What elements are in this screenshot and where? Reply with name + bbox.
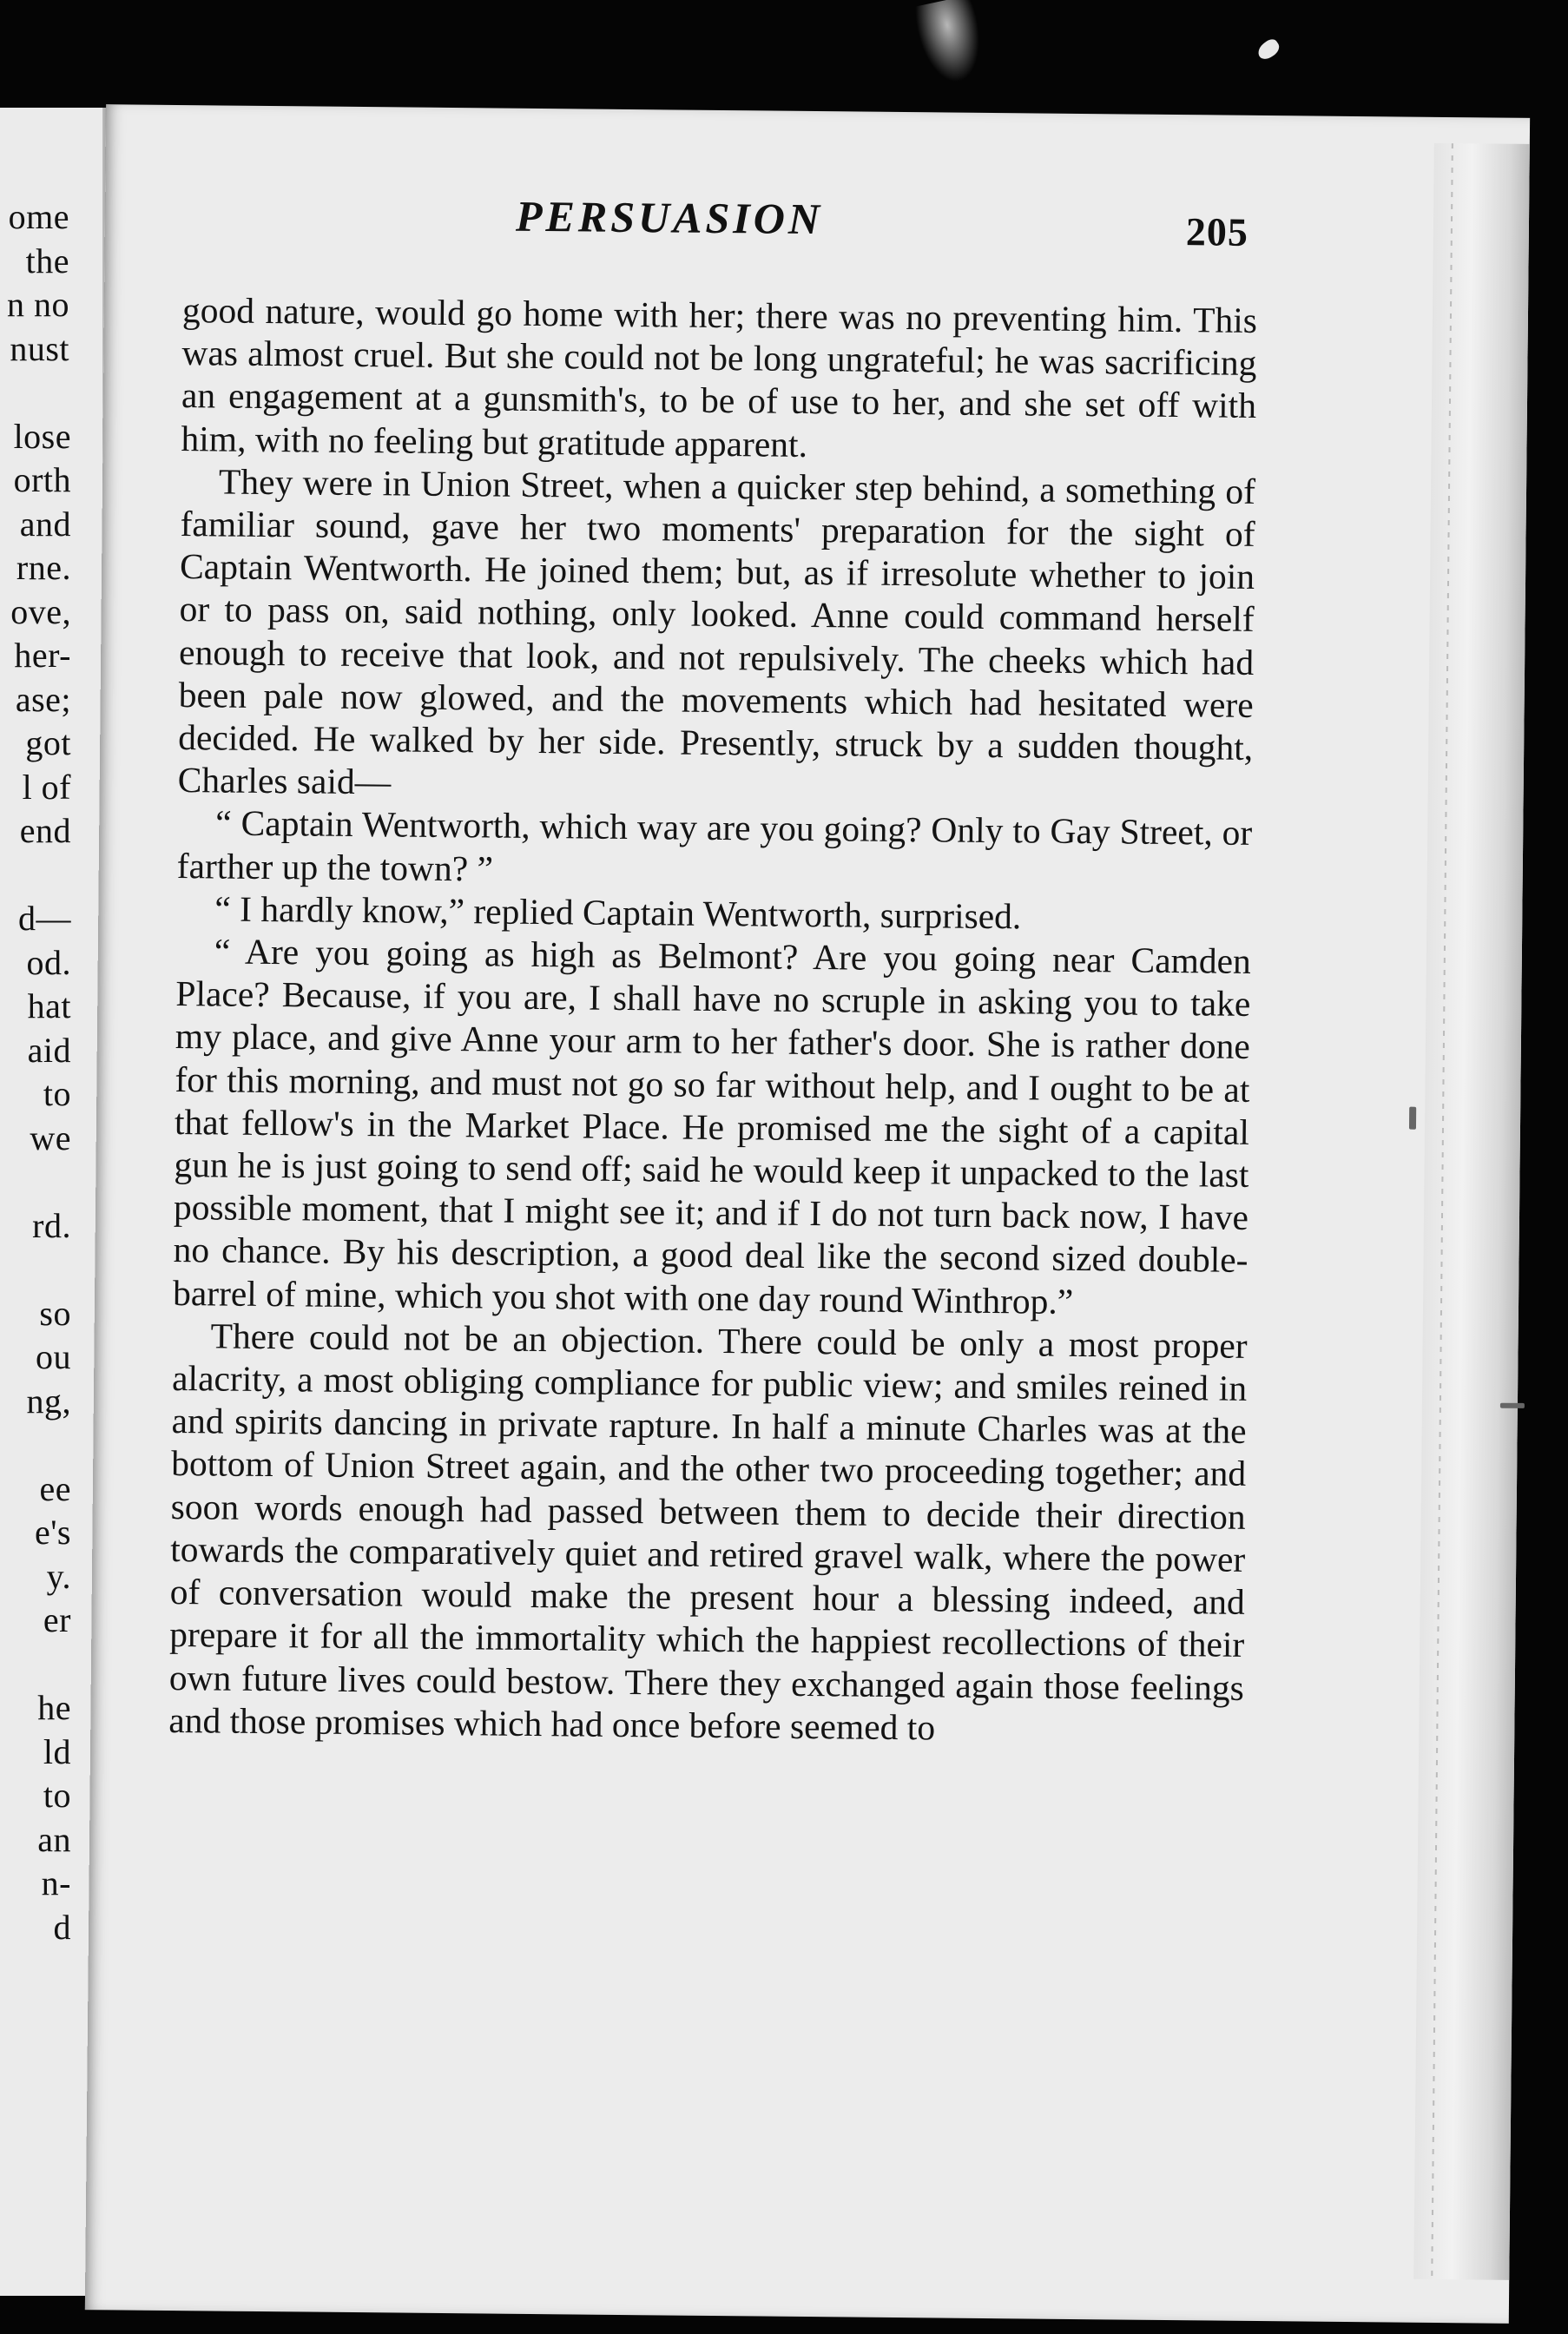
previous-page-line: ld [43, 1731, 71, 1771]
previous-page-line: ee [39, 1468, 71, 1508]
previous-page-line: got [25, 723, 71, 762]
previous-page-line: he [37, 1688, 71, 1727]
previous-page-line: er [43, 1600, 71, 1639]
light-glare [912, 0, 989, 88]
previous-page-line: ome [8, 197, 69, 236]
previous-page-line: and [19, 504, 71, 544]
running-head: PERSUASION [515, 191, 824, 244]
previous-page-line: the [25, 241, 69, 280]
paragraph: “ I hardly know,” replied Captain Wentworth, surprised. [214, 888, 1022, 937]
scan-fleck [1409, 1107, 1416, 1130]
previous-page-line: rd. [32, 1205, 71, 1245]
previous-page-line: end [19, 811, 71, 850]
paragraph: “ Captain Wentworth, which way are you going? Only to Gay Street, or farther up the town? ” [176, 802, 1253, 889]
previous-page-line: to [43, 1074, 71, 1113]
paragraph: They were in Union Street, when a quicker step behind, a something of familiar sound, gave her two moments' preparation for the sight of Captain Wentworth. He joined them; but, as if irresolute whether to join or to pass on, said nothing, only looked. Anne could command herself enough to receive that look, and not repulsively. The cheeks which had been pale now glowed, and the movements which had hesitated were decided. He walked by her side. Presently, struck by a sudden thought, Charles said— [177, 461, 1256, 802]
previous-page-line: orth [13, 460, 71, 499]
previous-page-line: od. [26, 942, 71, 982]
book-page [85, 104, 1530, 2324]
previous-page-line: ng, [26, 1381, 71, 1421]
previous-page-line: lose [13, 416, 71, 456]
scan-fleck [1500, 1403, 1525, 1408]
page-number: 205 [1185, 209, 1249, 254]
previous-page-line: so [39, 1293, 71, 1333]
paragraph: There could not be an objection. There could be only a most proper alacrity, a most obliging compliance for public view; and smiles reined in and spirits dancing in private rapture. In half a minute Charles was at the bottom of Union Street again, and the other two proceeding together; and soon words enough had passed between them to decide their direction towards the comparatively quiet and retired gravel walk, where the power of conversation would make the present hour a blessing indeed, and prepare it for all the immortality which the happiest recollections of their own future lives could bestow. There they exchanged again those feelings and those promises which had once before seemed to [168, 1315, 1248, 1748]
page-edges [1413, 143, 1530, 2280]
previous-page-line: ove, [10, 591, 71, 631]
paragraph: “ Are you going as high as Belmont? Are you going near Camden Place? Because, if you are, I shall have no scruple in asking you to take my place, and give Anne your arm to her father's door. She is rather done for this morning, and must not go so far without help, and I ought to be at that fellow's in the Market Place. He promised me the sight of a capital gun he is just going to send off; said he would keep it unpacked to the last possible moment, that I might see it; and if I do not turn back now, I have no chance. By his description, a good deal like the second sized double-barrel of mine, which you shot with one day round Winthrop.” [172, 931, 1252, 1322]
previous-page-line: rne. [16, 548, 71, 587]
body-text [168, 289, 1257, 1752]
dust-speck [1255, 36, 1282, 63]
previous-page-line: an [37, 1819, 71, 1859]
previous-page-line: we [30, 1118, 71, 1157]
previous-page-line: n no [7, 285, 69, 324]
previous-page-line: her- [14, 636, 71, 675]
previous-page-line: ou [36, 1337, 71, 1376]
previous-page-line: hat [27, 986, 71, 1025]
previous-page-line: d— [18, 899, 71, 938]
previous-page-line: y. [46, 1556, 71, 1596]
previous-page-line: ase; [15, 679, 71, 719]
previous-page-line: to [43, 1776, 71, 1815]
previous-page-line: n- [41, 1863, 71, 1902]
paragraph: good nature, would go home with her; there was no preventing him. This was almost cruel. But she could not be long ungrateful; he was sacrificing an engagement at a gunsmith's, to be of use to her, and she set off with him, with no feeling but gratitude apparent. [181, 290, 1258, 465]
previous-page-line: aid [27, 1030, 71, 1070]
previous-page-line: nust [10, 328, 69, 368]
previous-page-line: d [53, 1907, 71, 1947]
previous-page-line: l of [22, 767, 71, 807]
previous-page-line: e's [34, 1513, 71, 1552]
